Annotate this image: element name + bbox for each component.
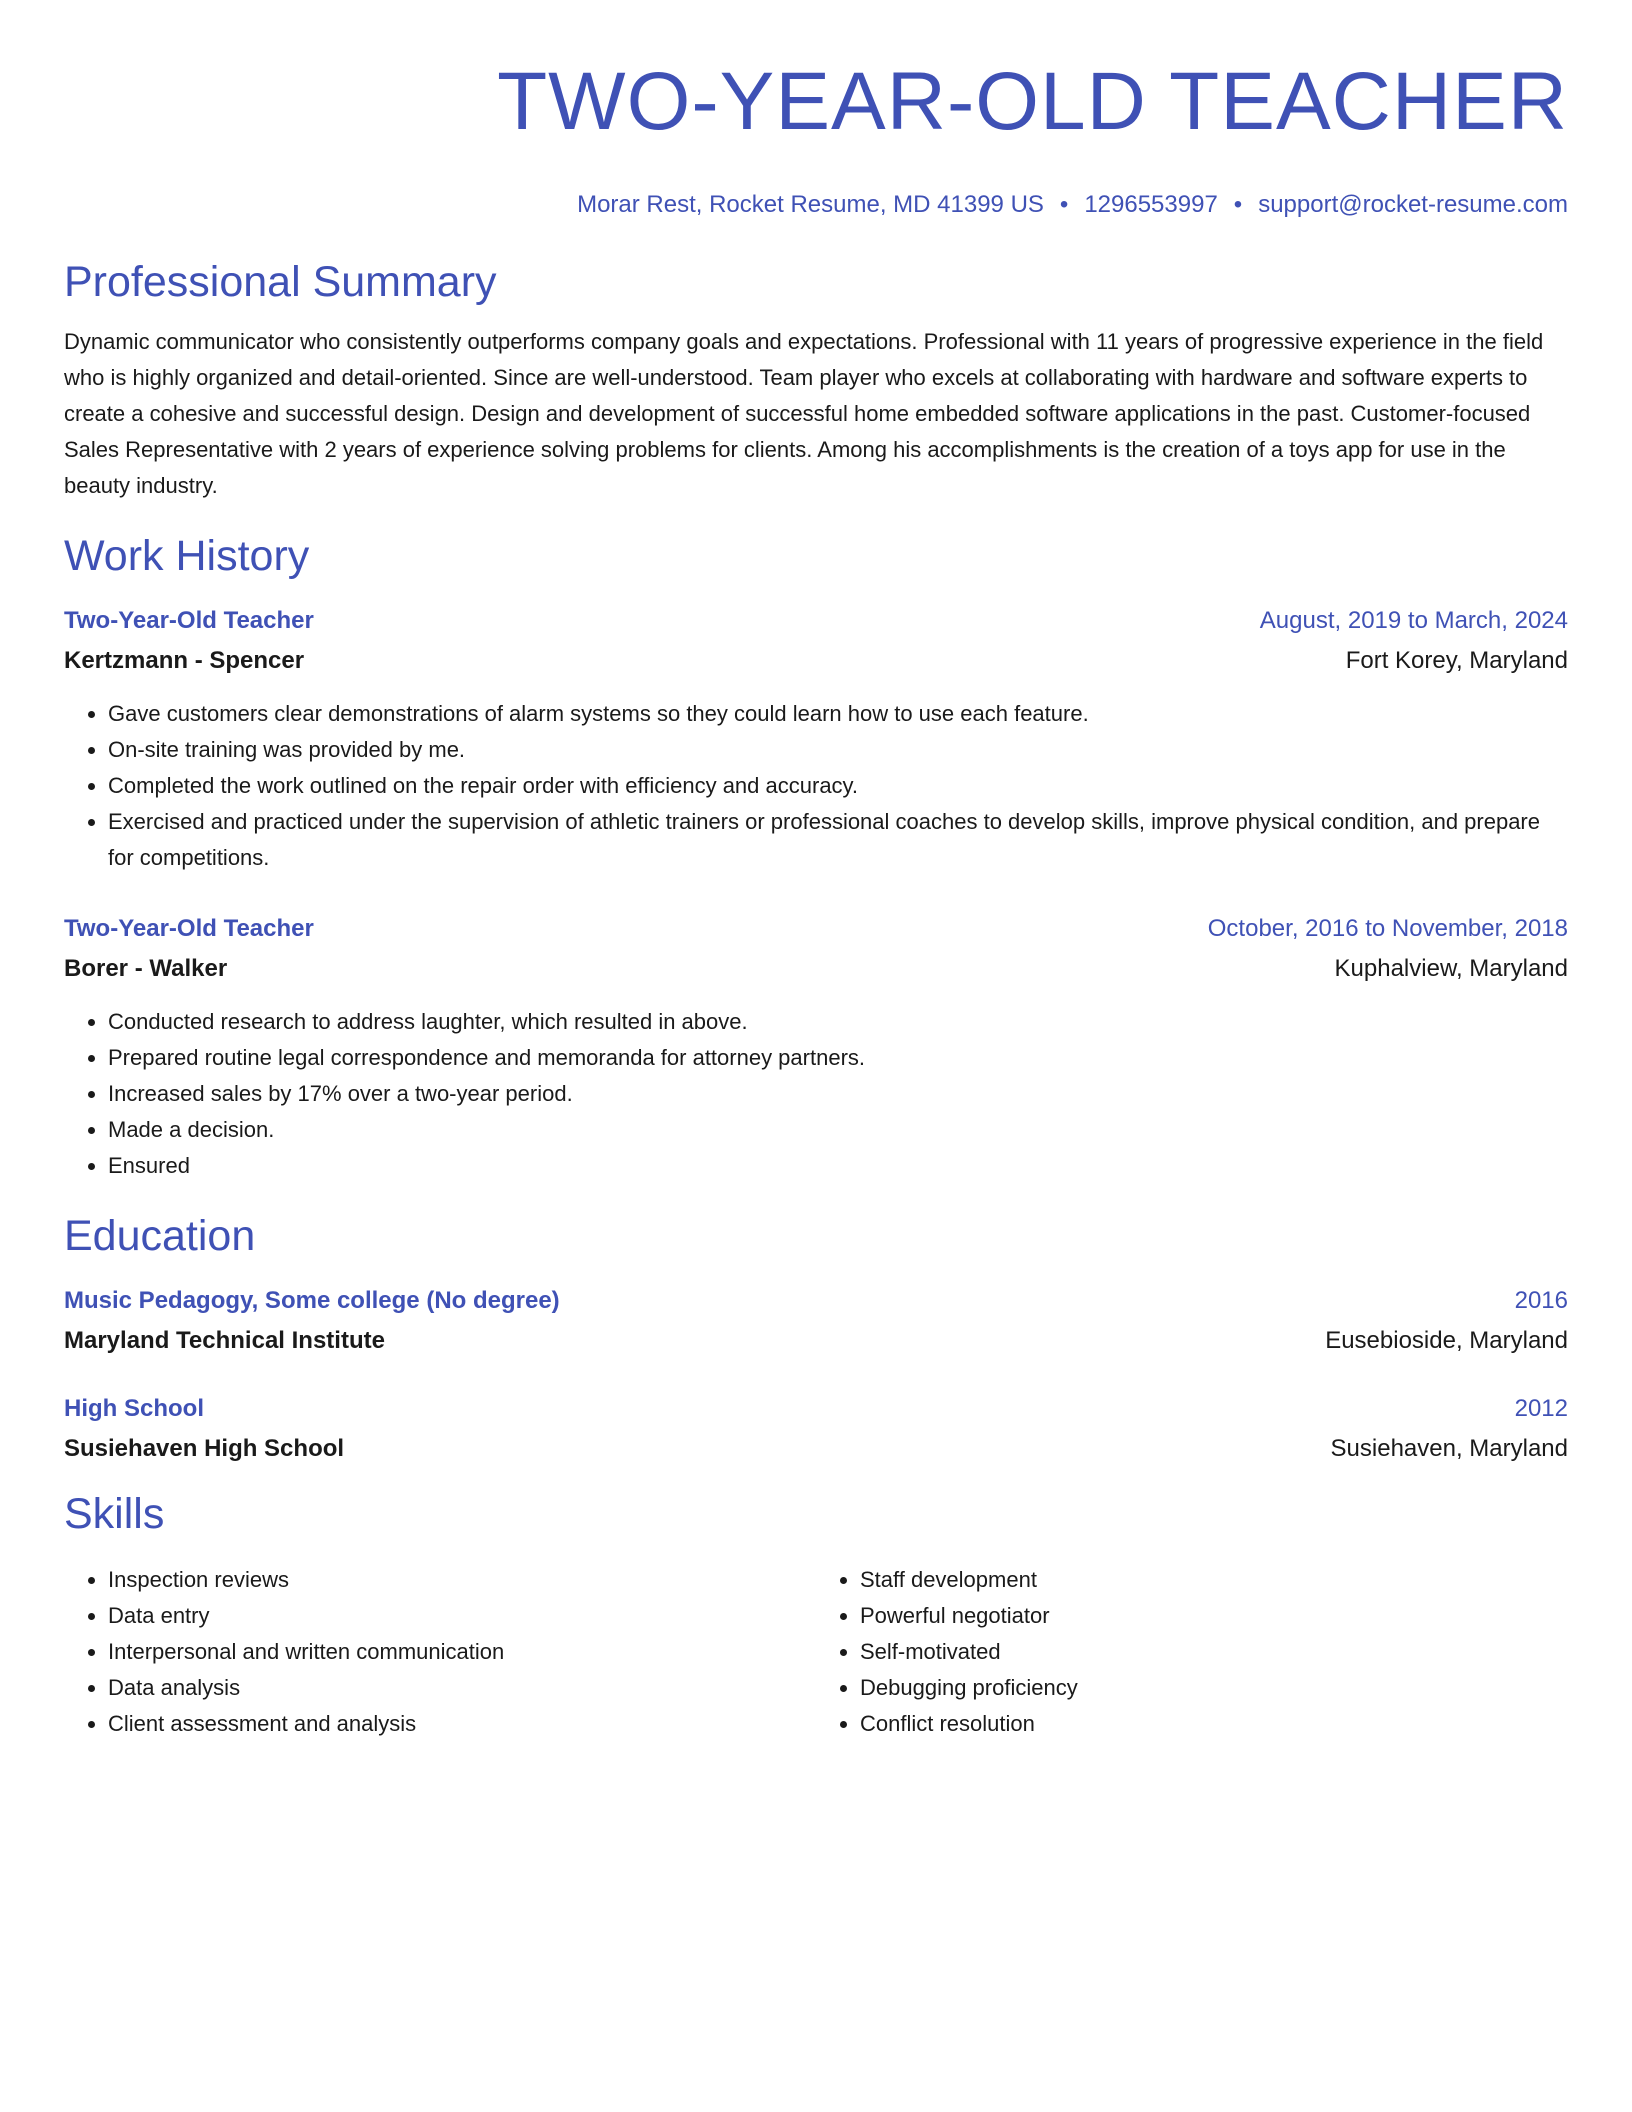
job-company: Kertzmann - Spencer <box>64 647 305 674</box>
education-location: Susiehaven, Maryland <box>1330 1435 1568 1462</box>
skills-list-right <box>816 1562 1568 1742</box>
contact-separator: • <box>1059 191 1069 218</box>
education-location: Eusebioside, Maryland <box>1325 1327 1568 1354</box>
skills-heading: Skills <box>64 1490 165 1538</box>
skill-item: • Data analysis <box>108 1670 816 1706</box>
skills-columns <box>64 1562 1568 1742</box>
education-entry <box>64 1286 1568 1356</box>
skill-item: • Data entry <box>108 1598 816 1634</box>
job-location: Fort Korey, Maryland <box>1345 647 1568 674</box>
summary-text: Dynamic communicator who consistently outperforms company goals and expectations. Professional with 11 years of progressive experience in the field who is highly organized and detail-oriented. Since are well-understood. Team player who excels at collaborating with hardware and software experts to create a cohesive and successful design. Design and development of successful home embedded software applications in the past. Customer-focused Sales Representative with 2 years of experience solving problems for clients. Among his accomplishments is the creation of a toys app for use in the beauty industry. <box>64 329 1544 498</box>
job-company: Borer - Walker <box>64 955 228 982</box>
job-entry <box>64 914 1568 1184</box>
education-entry <box>64 1394 1568 1464</box>
job-bullet: • Ensured <box>108 1148 1568 1184</box>
skill-item: • Conflict resolution <box>860 1706 1568 1742</box>
contact-email: support@rocket-resume.com <box>1258 191 1568 218</box>
resume-name: TWO-YEAR-OLD TEACHER <box>497 56 1568 147</box>
job-bullet: • Prepared routine legal correspondence and memoranda for attorney partners. <box>108 1040 1568 1076</box>
job-bullet: • Made a decision. <box>108 1112 1568 1148</box>
job-location: Kuphalview, Maryland <box>1334 955 1568 982</box>
job-bullet: • On-site training was provided by me. <box>108 732 1568 768</box>
skill-item: • Debugging proficiency <box>860 1670 1568 1706</box>
skill-item: • Client assessment and analysis <box>108 1706 816 1742</box>
contact-phone: 1296553997 <box>1084 191 1218 218</box>
job-bullet: • Exercised and practiced under the supervision of athletic trainers or professional coaches to develop skills, improve physical condition, and prepare for competitions. <box>108 804 1568 876</box>
skills-list-left <box>64 1562 816 1742</box>
job-bullets <box>64 1004 1568 1184</box>
skill-item: • Powerful negotiator <box>860 1598 1568 1634</box>
contact-line <box>64 190 1568 220</box>
education-year: 2016 <box>1514 1287 1568 1314</box>
skill-item: • Staff development <box>860 1562 1568 1598</box>
job-bullet: • Completed the work outlined on the repair order with efficiency and accuracy. <box>108 768 1568 804</box>
summary-heading: Professional Summary <box>64 258 497 306</box>
education-degree: High School <box>64 1395 204 1422</box>
job-bullets <box>64 696 1568 876</box>
job-title: Two-Year-Old Teacher <box>64 915 314 942</box>
job-bullet: • Increased sales by 17% over a two-year period. <box>108 1076 1568 1112</box>
job-bullet: • Conducted research to address laughter, which resulted in above. <box>108 1004 1568 1040</box>
contact-separator: • <box>1233 191 1243 218</box>
education-heading: Education <box>64 1212 256 1260</box>
education-year: 2012 <box>1514 1395 1568 1422</box>
skill-item: • Self-motivated <box>860 1634 1568 1670</box>
job-title: Two-Year-Old Teacher <box>64 607 314 634</box>
work-history-heading: Work History <box>64 532 310 580</box>
job-entry <box>64 606 1568 876</box>
education-degree: Music Pedagogy, Some college (No degree) <box>64 1287 560 1314</box>
job-bullet: • Gave customers clear demonstrations of alarm systems so they could learn how to use each feature. <box>108 696 1568 732</box>
contact-address: Morar Rest, Rocket Resume, MD 41399 US <box>577 191 1044 218</box>
job-dates: August, 2019 to March, 2024 <box>1259 607 1568 634</box>
education-school: Maryland Technical Institute <box>64 1327 385 1354</box>
education-school: Susiehaven High School <box>64 1435 345 1462</box>
skill-item: • Interpersonal and written communication <box>108 1634 816 1670</box>
job-dates: October, 2016 to November, 2018 <box>1207 915 1568 942</box>
skill-item: • Inspection reviews <box>108 1562 816 1598</box>
